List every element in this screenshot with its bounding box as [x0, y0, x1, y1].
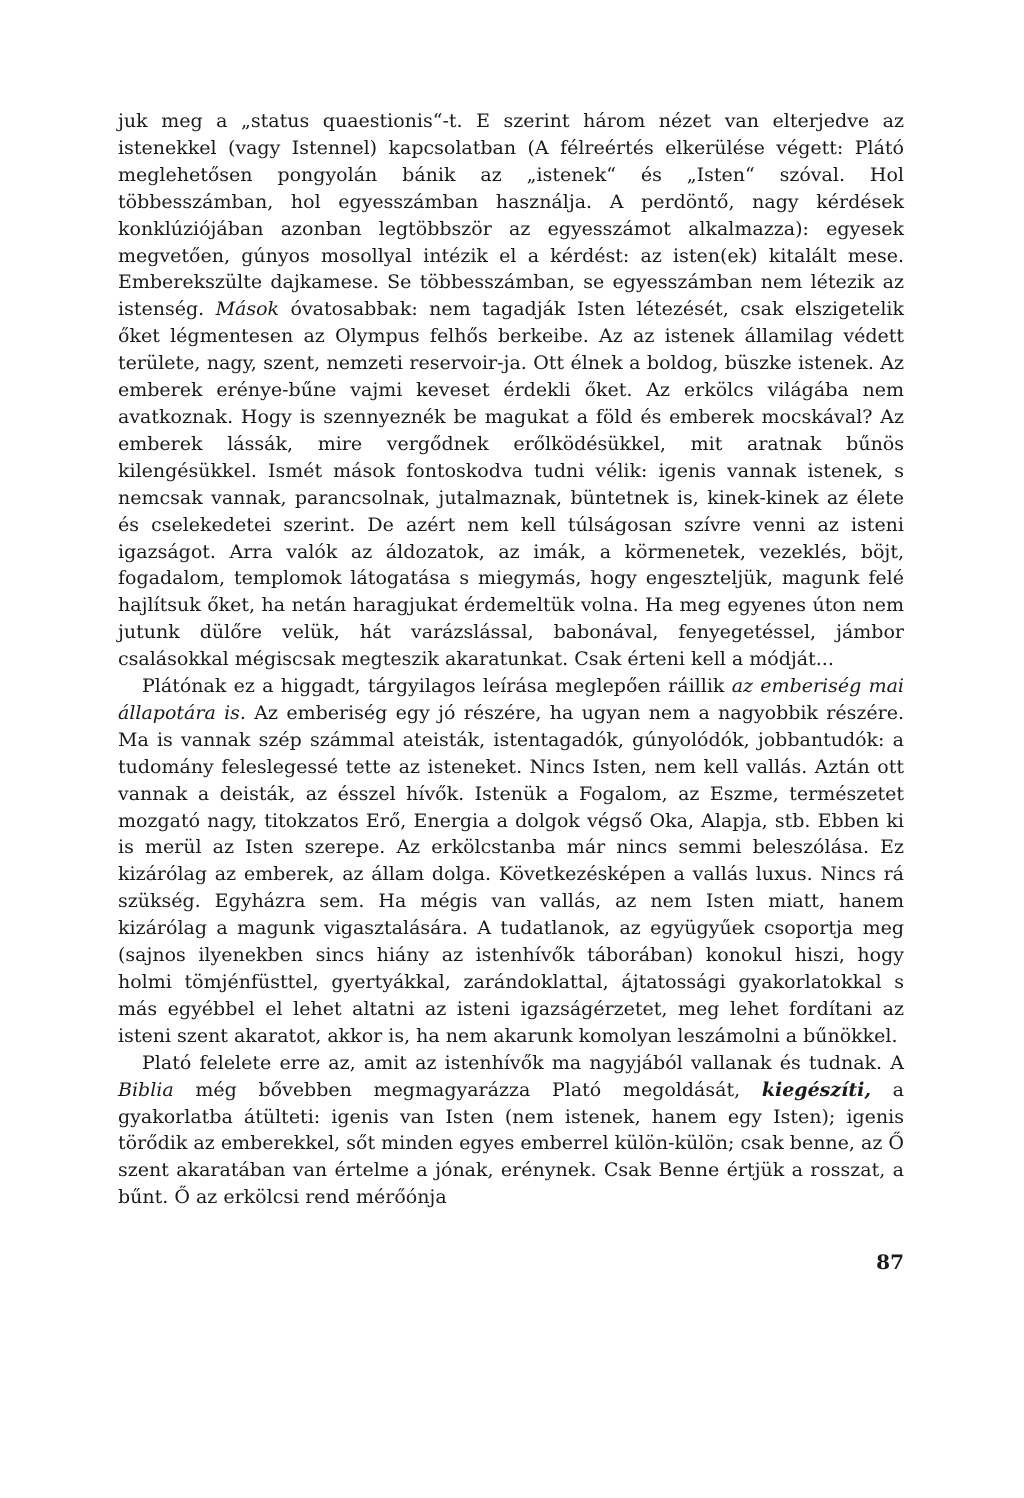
page-number: 87: [876, 1250, 904, 1274]
paragraph-3-span-5: a gyakorlatba átülteti: igenis van Isten (nem istenek, hanem egy Isten); igenis törődik az emberekkel, sőt minden egyes emberrel külön-külön; csak benne, az Ő szent akaratában van értelme a jónak, erénynek. Csak Benne értjük a rosszat, a bűnt. Ő az erkölcsi rend mérőónja: [118, 1078, 904, 1209]
paragraph-3-span-4: kiegészíti,: [761, 1078, 871, 1101]
paragraph-2-span-1: Plátónak ez a higgadt, tárgyilagos leírása meglepően ráillik: [142, 675, 732, 698]
page-text: [118, 108, 904, 1211]
paragraph-3-span-1: Plató felelete erre az, amit az istenhívők ma nagyjából vallanak és tudnak. A: [142, 1051, 904, 1074]
paragraph-3: [118, 1050, 904, 1211]
paragraph-3-span-2: Biblia: [118, 1078, 174, 1101]
paragraph-1-span-2: Mások: [215, 298, 280, 321]
paragraph-2-span-3: Az emberiség egy jó részére, ha ugyan nem a nagyobbik részére. Ma is vannak szép számmal ateisták, istentagadók, gúnyolódók, jobbantudók: a tudomány feleslegessé tette az isteneket. Nincs Isten, nem kell vallás. Aztán ott vannak a deisták, az ésszel hívők. Istenük a Fogalom, az Eszme, természetet mozgató nagy, titokzatos Erő, Energia a dolgok végső Oka, Alapja, stb. Ebben ki is merül az Isten szerepe. Az erkölcstanba már nincs semmi beleszólása. Ez kizárólag az emberek, az állam dolga. Következésképen a vallás luxus. Nincs rá szükség. Egyházra sem. Ha mégis van vallás, az nem Isten miatt, hanem kizárólag a magunk vigasztalására. A tudatlanok, az együgyűek csoportja meg (sajnos ilyenekben sincs hiány az istenhívők táborában) konokul hiszi, hogy holmi tömjénfüsttel, gyertyákkal, zarándoklattal, ájtatossági gyakorlatokkal s más egyébbel el lehet altatni az isteni igazságérzetet, meg lehet fordítani az isteni szent akaratot, akkor is, ha nem akarunk komolyan leszámolni a bűnökkel.: [118, 701, 904, 1047]
paragraph-3-span-3: még bővebben megmagyarázza Plató megoldását,: [173, 1078, 762, 1101]
paragraph-2-span-2: az emberiség mai állapotára is.: [118, 675, 904, 724]
paragraph-1: [118, 108, 904, 673]
paragraph-2: [118, 673, 904, 1050]
paragraph-1-span-1: juk meg a „status quaestionis“-t. E szerint három nézet van elterjedve az istenekkel (vagy Istennel) kapcsolatban (A félreértés elkerülése végett: Plátó meglehetősen pongyolán bánik az „istenek“ és „Isten“ szóval. Hol többesszámban, hol egyesszámban használja. A perdöntő, nagy kérdések konklúziójában azonban legtöbbször az egyesszámot alkalmazza): egyesek megvetően, gúnyos mosollyal intézik el a kérdést: az isten(ek) kitalált mese. Emberekszülte dajkamese. Se többesszámban, se egyesszámban nem létezik az istenség.: [118, 110, 904, 321]
paragraph-1-span-3: óvatosabbak: nem tagadják Isten létezését, csak elszigetelik őket légmentesen az Olympus felhős berkeibe. Az az istenek államilag védett területe, nagy, szent, nemzeti reservoir-ja. Ott élnek a boldog, büszke istenek. Az emberek erénye-bűne vajmi keveset érdekli őket. Az erkölcs világába nem avatkoznak. Hogy is szennyeznék be magukat a föld és emberek mocskával? Az emberek lássák, mire vergődnek erőlködésükkel, mit aratnak bűnös kilengésükkel. Ismét mások fontoskodva tudni vélik: igenis vannak istenek, s nemcsak vannak, parancsolnak, jutalmaznak, büntetnek is, kinek-kinek az élete és cselekedetei szerint. De azért nem kell túlságosan szívre venni az isteni igazságot. Arra valók az áldozatok, az imák, a körmenetek, vezeklés, böjt, fogadalom, templomok látogatása s miegymás, hogy engeszteljük, magunk felé hajlítsuk őket, ha netán haragjukat érdemeltük volna. Ha meg egyenes úton nem jutunk dülőre velük, hát varázslással, babonával, fenyegetéssel, jámbor csalásokkal mégiscsak megteszik akaratunkat. Csak érteni kell a módját...: [118, 298, 904, 671]
